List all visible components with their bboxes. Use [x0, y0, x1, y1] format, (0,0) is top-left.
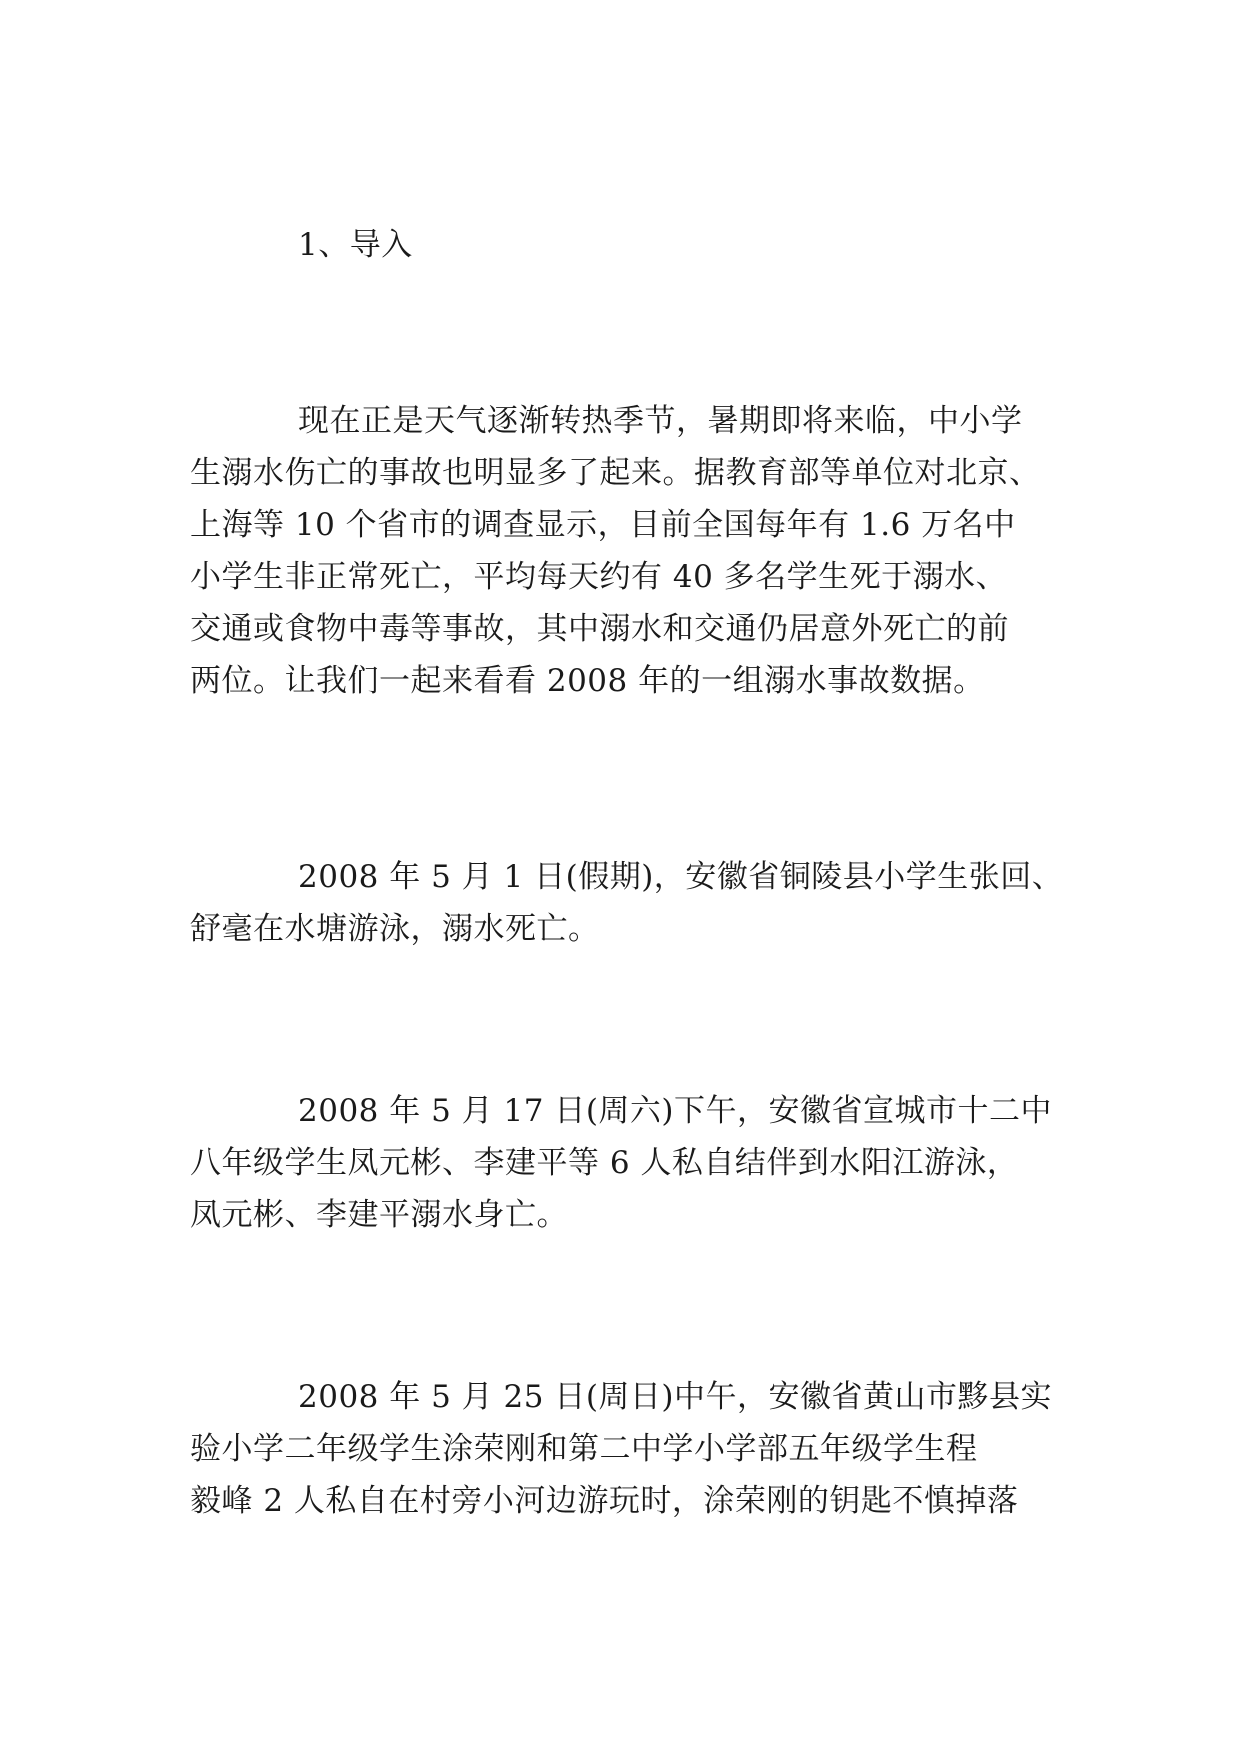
paragraph-line: 八年级学生凤元彬、李建平等 6 人私自结伴到水阳江游泳，: [190, 1145, 1019, 1181]
paragraph-line: 2008 年 5 月 17 日(周六)下午，安徽省宣城市十二中: [298, 1093, 1053, 1129]
paragraph-line: 2008 年 5 月 1 日(假期)，安徽省铜陵县小学生张回、: [298, 859, 1064, 895]
paragraph-line: 验小学二年级学生涂荣刚和第二中学小学部五年级学生程: [190, 1431, 978, 1467]
paragraph-line: 毅峰 2 人私自在村旁小河边游玩时，涂荣刚的钥匙不慎掉落: [190, 1483, 1019, 1519]
paragraph-line: 小学生非正常死亡，平均每天约有 40 多名学生死于溺水、: [190, 559, 1008, 595]
paragraph-line: 上海等 10 个省市的调查显示，目前全国每年有 1.6 万名中: [190, 507, 1016, 543]
section-heading: 1、导入: [298, 227, 413, 263]
paragraph-line: 现在正是天气逐渐转热季节，暑期即将来临，中小学: [298, 403, 1023, 439]
paragraph-line: 2008 年 5 月 25 日(周日)中午，安徽省黄山市黟县实: [298, 1379, 1053, 1415]
paragraph-line: 凤元彬、李建平溺水身亡。: [190, 1197, 568, 1233]
paragraph-line: 交通或食物中毒等事故，其中溺水和交通仍居意外死亡的前: [190, 611, 1009, 647]
paragraph-line: 两位。让我们一起来看看 2008 年的一组溺水事故数据。: [190, 663, 985, 699]
paragraph-line: 舒毫在水塘游泳，溺水死亡。: [190, 911, 600, 947]
paragraph-line: 生溺水伤亡的事故也明显多了起来。据教育部等单位对北京、: [190, 455, 1041, 491]
